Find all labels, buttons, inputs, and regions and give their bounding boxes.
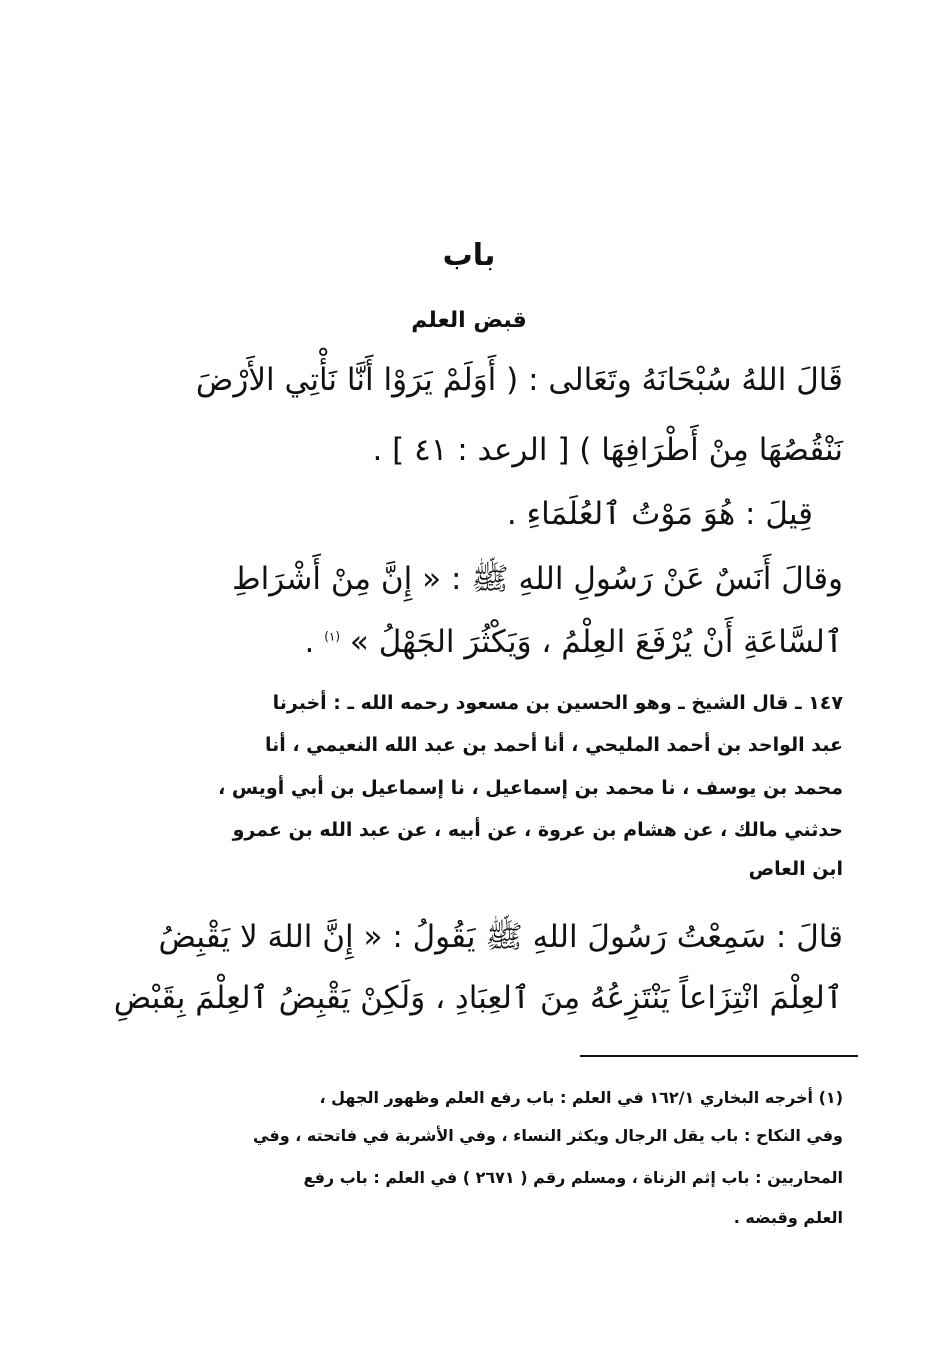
footnote-line-4: العلم وقبضه . [733, 1208, 843, 1227]
isnad-line-5: ابن العاص [748, 858, 843, 880]
anas-hadith-line-1: وقالَ أَنَسٌ عَنْ رَسُولِ اللهِ ﷺ : « إِنَّ مِنْ أَشْرَاطِ [232, 561, 843, 597]
footnote-line-3: المحاربين : باب إثم الزناة ، ومسلم رقم ( ٢٦٧١ ) في العلم : باب رفع [303, 1168, 843, 1187]
isnad-line-4: حدثني مالك ، عن هشام بن عروة ، عن أبيه ، عن عبد الله بن عمرو [232, 819, 843, 841]
anas-hadith-text: ٱلسَّاعَةِ أَنْ يُرْفَعَ العِلْمُ ، وَيَكْثُرَ الجَهْلُ » [349, 624, 843, 660]
anas-hadith-end-mark: . [304, 624, 315, 660]
footnote-line-2: وفي النكاح : باب يقل الرجال ويكثر النساء ، وفي الأشربة في فاتحته ، وفي [253, 1126, 843, 1145]
chapter-heading: باب [442, 238, 496, 273]
isnad-line-2: عبد الواحد بن أحمد المليحي ، أنا أحمد بن عبد الله النعيمي ، أنا [264, 734, 843, 756]
saying-line: قِيلَ : هُوَ مَوْتُ ٱلعُلَمَاءِ . [506, 496, 813, 532]
verse-line-2: نَنْقُصُهَا مِنْ أَطْرَافِهَا ) [ الرعد : ٤١ ] . [372, 432, 843, 468]
footnote-line-1: (١) أخرجه البخاري ١٦٢/١ في العلم : باب رفع العلم وظهور الجهل ، [319, 1088, 843, 1107]
matn-line-1: قالَ : سَمِعْتُ رَسُولَ اللهِ ﷺ يَقُولُ : « إِنَّ اللهَ لا يَقْبِضُ [158, 919, 843, 955]
isnad-line-3: محمد بن يوسف ، نا محمد بن إسماعيل ، نا إسماعيل بن أبي أويس ، [218, 777, 843, 799]
matn-line-2: ٱلعِلْمَ انْتِزَاعاً يَنْتَزِعُهُ مِنَ ٱلعِبَادِ ، وَلَكِنْ يَقْبِضُ ٱلعِلْمَ بِقَبْضِ [113, 980, 843, 1016]
verse-line-1: قَالَ اللهُ سُبْحَانَهُ وتَعَالى : ( أَوَلَمْ يَرَوْا أَنَّا نَأْتِي الأَرْضَ [195, 362, 843, 398]
isnad-line-1: ١٤٧ ـ قال الشيخ ـ وهو الحسين بن مسعود رحمه الله ـ : أخبرنا [272, 692, 843, 714]
footnote-separator [580, 1055, 858, 1057]
section-title: قبض العلم [411, 308, 527, 333]
anas-hadith-line-2 [195, 624, 843, 660]
footnote-reference: (١) [324, 629, 341, 644]
